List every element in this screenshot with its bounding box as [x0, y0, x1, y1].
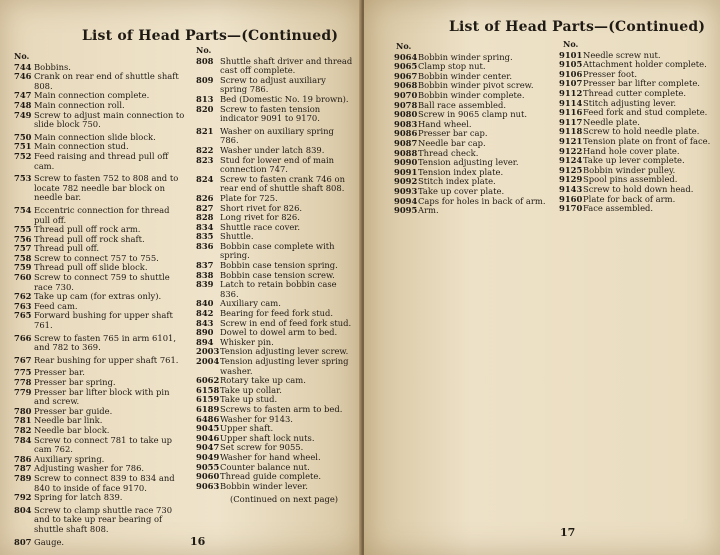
part-number: 6159 [196, 394, 220, 405]
part-description: Bobbin winder complete. [418, 89, 525, 100]
part-number: 9160 [559, 193, 583, 204]
part-number: 890 [196, 327, 214, 338]
part-description: Screw to connect 781 to take up cam 762. [34, 434, 173, 455]
part-number: 749 [14, 109, 32, 120]
part-number: 6189 [196, 403, 220, 414]
part-description: Take up cam (for extras only). [34, 291, 162, 302]
part-number: 765 [14, 310, 32, 321]
part-description: Take up stud. [220, 394, 278, 405]
part-number: 763 [14, 300, 32, 311]
part-entry [196, 57, 354, 76]
part-number: 781 [14, 415, 32, 426]
column-header-no: No. [563, 39, 579, 49]
part-description: Thread cutter complete. [583, 87, 687, 98]
part-entry [14, 474, 186, 493]
part-description: Presser bar guide. [34, 405, 113, 416]
part-description: Screw to connect 759 to shuttle race 730. [34, 272, 170, 292]
part-number: 746 [14, 71, 32, 82]
part-description: Upper shaft lock nuts. [220, 432, 315, 443]
part-description: Rear bushing for upper shaft 761. [34, 354, 179, 365]
part-number: 758 [14, 252, 32, 263]
part-number: 9105 [559, 59, 583, 70]
part-entry [14, 111, 186, 130]
part-description: Feed raising and thread pull off cam. [34, 150, 169, 171]
part-entry [196, 156, 354, 175]
part-number: 9049 [196, 451, 220, 462]
part-entry [14, 334, 186, 353]
part-description: Screws to fasten arm to bed. [220, 403, 343, 414]
part-number: 9086 [394, 128, 418, 139]
part-entry [196, 242, 354, 261]
part-description: Bobbin winder lever. [220, 480, 308, 491]
parts-column-left-2 [196, 46, 354, 505]
part-number: 766 [14, 332, 32, 343]
part-number: 753 [14, 173, 32, 184]
part-number: 9045 [196, 423, 220, 434]
part-number: 9143 [559, 183, 583, 194]
part-number: 9124 [559, 155, 583, 166]
part-number: 838 [196, 269, 214, 280]
part-number: 757 [14, 243, 32, 254]
part-description: Washer for 9143. [220, 413, 293, 424]
page-number: 17 [560, 526, 576, 539]
part-description: Screw to fasten 765 in arm 6101, and 782 to 369. [34, 332, 177, 353]
part-description: Gauge. [34, 536, 65, 547]
part-description: Ball race assembled. [418, 99, 506, 110]
part-description: Screw to adjust auxiliary spring 786. [220, 74, 326, 95]
part-description: Bobbin winder spring. [418, 51, 513, 62]
part-number: 780 [14, 405, 32, 416]
part-description: Thread pull off rock arm. [34, 224, 141, 235]
part-description: Short rivet for 826. [220, 202, 303, 213]
part-description: Screw in 9065 clamp nut. [418, 109, 528, 120]
part-entry [196, 357, 354, 376]
part-description: Whisker pin. [220, 336, 274, 347]
part-number: 752 [14, 150, 32, 161]
part-description: Screw in end of feed fork stud. [220, 317, 352, 328]
part-description: Tension adjusting lever spring washer. [220, 356, 349, 376]
part-number: 9091 [394, 166, 418, 177]
part-description: Shuttle. [220, 231, 254, 242]
part-description: Screw to connect 757 to 755. [34, 252, 159, 263]
part-description: Plate for 725. [220, 192, 278, 203]
column-header-no: No. [396, 41, 412, 51]
part-number: 775 [14, 367, 32, 378]
part-description: Screw to hold needle plate. [583, 126, 700, 137]
part-description: Crank on rear end of shuttle shaft 808. [34, 71, 179, 91]
part-number: 9063 [196, 480, 220, 491]
part-number: 9093 [394, 185, 418, 196]
part-number: 9080 [394, 109, 418, 120]
part-entry [196, 105, 354, 124]
part-description: Dowel to dowel arm to bed. [220, 327, 338, 338]
part-number: 756 [14, 233, 32, 244]
part-entry [14, 506, 186, 535]
part-number: 9090 [394, 157, 418, 168]
part-number: 822 [196, 144, 214, 155]
part-entry [14, 436, 186, 455]
part-description: Forward bushing for upper shaft 761. [34, 310, 173, 331]
part-number: 9067 [394, 70, 418, 81]
part-number: 9083 [394, 118, 418, 129]
part-description: Screw to fasten crank 746 on rear end of shuttle shaft 808. [220, 173, 345, 194]
part-number: 755 [14, 224, 32, 235]
part-description: Washer on auxiliary spring 786. [220, 125, 334, 146]
part-number: 9122 [559, 145, 583, 156]
part-description: Spool pins assembled. [583, 174, 678, 185]
part-description: Stud for lower end of main connection 747. [220, 154, 335, 175]
part-description: Bobbin winder pulley. [583, 164, 676, 175]
part-number: 784 [14, 434, 32, 445]
part-description: Bobbin case tension spring. [220, 260, 338, 271]
part-number: 787 [14, 463, 32, 474]
part-description: Bearing for feed fork stud. [220, 308, 334, 319]
part-description: Bobbins. [34, 61, 71, 72]
part-number: 9114 [559, 97, 583, 108]
part-description: Main connection complete. [34, 90, 150, 101]
part-number: 9078 [394, 99, 418, 110]
part-description: Feed cam. [34, 300, 78, 311]
part-number: 9121 [559, 135, 583, 146]
part-description: Auxiliary cam. [220, 298, 281, 309]
part-description: Attachment holder complete. [583, 59, 707, 70]
part-entry [14, 152, 186, 171]
part-number: 9116 [559, 107, 583, 118]
part-number: 9106 [559, 68, 583, 79]
part-number: 826 [196, 192, 214, 203]
part-number: 748 [14, 99, 32, 110]
part-number: 786 [14, 453, 32, 464]
part-description: Rotary take up cam. [220, 375, 306, 386]
part-number: 807 [14, 536, 32, 547]
part-number: 744 [14, 61, 32, 72]
part-number: 827 [196, 202, 214, 213]
part-description: Presser bar. [34, 367, 85, 378]
part-number: 9070 [394, 89, 418, 100]
part-number: 6158 [196, 384, 220, 395]
part-entry [196, 482, 354, 492]
part-number: 813 [196, 93, 214, 104]
part-number: 9094 [394, 195, 418, 206]
part-number: 804 [14, 504, 32, 515]
part-entry [14, 206, 186, 225]
part-number: 9055 [196, 461, 220, 472]
part-number: 778 [14, 377, 32, 387]
part-description: Face assembled. [583, 203, 654, 214]
part-description: Caps for holes in back of arm. [418, 195, 546, 206]
part-number: 747 [14, 90, 32, 101]
part-description: Shuttle shaft driver and thread cast off complete. [220, 55, 353, 76]
part-number: 754 [14, 204, 32, 215]
part-description: Thread pull off. [34, 243, 100, 254]
part-description: Screw to adjust main connection to slide block 750. [34, 109, 185, 130]
part-description: Upper shaft. [220, 423, 274, 434]
part-entry [559, 204, 719, 214]
part-number: 779 [14, 386, 32, 397]
part-number: 808 [196, 55, 214, 66]
right-page [364, 0, 720, 555]
part-number: 9095 [394, 205, 418, 216]
page-number: 16 [190, 535, 206, 548]
part-number: 789 [14, 472, 32, 483]
part-number: 2003 [196, 346, 220, 357]
part-number: 751 [14, 141, 32, 152]
part-description: Screw to fasten 752 to 808 and to locate 782 needle bar block on needle bar. [34, 173, 179, 203]
part-description: Presser bar lifter complete. [583, 78, 700, 89]
part-description: Counter balance nut. [220, 461, 310, 472]
part-description: Main connection roll. [34, 99, 125, 110]
part-number: 767 [14, 354, 32, 365]
part-description: Tension plate on front of face. [583, 135, 711, 146]
part-description: Latch to retain bobbin case 836. [220, 279, 337, 299]
part-description: Take up lever complete. [583, 155, 685, 166]
part-number: 9170 [559, 203, 583, 214]
part-entry [196, 280, 354, 299]
part-description: Presser bar lifter block with pin and screw. [34, 386, 170, 407]
part-description: Presser bar spring. [34, 377, 116, 387]
part-number: 839 [196, 279, 214, 290]
part-number: 820 [196, 103, 214, 114]
part-description: Clamp stop nut. [418, 61, 486, 72]
part-description: Bobbin case complete with spring. [220, 240, 335, 261]
part-entry [196, 127, 354, 146]
part-description: Bobbin winder pivot screw. [418, 80, 534, 91]
part-entry [14, 311, 186, 330]
part-description: Take up cover plate. [418, 185, 505, 196]
part-description: Long rivet for 826. [220, 212, 300, 223]
part-description: Main connection stud. [34, 141, 129, 152]
part-description: Presser bar cap. [418, 128, 488, 139]
part-entry [394, 206, 554, 216]
part-number: 9065 [394, 61, 418, 72]
part-number: 9129 [559, 174, 583, 185]
part-description: Thread pull off rock shaft. [34, 233, 145, 244]
part-number: 9047 [196, 442, 220, 453]
part-number: 9117 [559, 116, 583, 127]
part-description: Tension adjusting lever screw. [220, 346, 349, 357]
part-entry [14, 388, 186, 407]
part-description: Main connection slide block. [34, 131, 156, 142]
part-number: 9118 [559, 126, 583, 137]
part-number: 837 [196, 260, 214, 271]
part-description: Shuttle race cover. [220, 221, 301, 232]
part-description: Screw to clamp shuttle race 730 and to take up rear bearing of shuttle shaft 808. [34, 504, 173, 534]
part-number: 894 [196, 336, 214, 347]
part-number: 9046 [196, 432, 220, 443]
part-number: 824 [196, 173, 214, 184]
part-number: 2004 [196, 356, 220, 366]
part-entry [14, 538, 186, 548]
part-number: 9068 [394, 80, 418, 91]
part-number: 9088 [394, 147, 418, 158]
part-number: 836 [196, 240, 214, 251]
part-description: Tension adjusting lever. [418, 157, 519, 168]
part-number: 750 [14, 131, 32, 142]
page-title: List of Head Parts—(Continued) [82, 28, 339, 44]
part-description: Stitch index plate. [418, 176, 496, 187]
part-description: Spring for latch 839. [34, 492, 123, 503]
part-entry [196, 76, 354, 95]
part-description: Presser foot. [583, 68, 638, 79]
column-header-no: No. [196, 45, 212, 55]
part-number: 821 [196, 125, 214, 136]
part-description: Arm. [418, 205, 439, 216]
part-description: Thread pull off slide block. [34, 262, 148, 273]
part-description: Screw to hold down head. [583, 183, 694, 194]
part-description: Screw to fasten tension indicator 9091 to 9170. [220, 103, 321, 124]
part-number: 9060 [196, 471, 220, 482]
part-entry [196, 175, 354, 194]
part-number: 9087 [394, 137, 418, 148]
part-number: 835 [196, 231, 214, 242]
parts-column-right-1 [394, 42, 554, 216]
part-description: Plate for back of arm. [583, 193, 676, 204]
part-number: 834 [196, 221, 214, 232]
part-number: 842 [196, 308, 214, 319]
part-description: Bed (Domestic No. 19 brown). [220, 93, 349, 104]
part-entry [14, 72, 186, 91]
part-number: 9125 [559, 164, 583, 175]
part-description: Bobbin case tension screw. [220, 269, 335, 280]
part-number: 828 [196, 212, 214, 223]
part-entry [14, 356, 186, 366]
part-description: Screw to connect 839 to 834 and 840 to inside of face 9170. [34, 472, 175, 493]
part-number: 792 [14, 492, 32, 503]
part-description: Needle bar cap. [418, 137, 486, 148]
part-number: 9112 [559, 87, 583, 98]
part-description: Take up collar. [220, 384, 282, 395]
part-description: Needle bar link. [34, 415, 103, 426]
part-number: 809 [196, 74, 214, 85]
part-description: Eccentric connection for thread pull off. [34, 204, 170, 225]
part-number: 9101 [559, 49, 583, 60]
part-number: 762 [14, 291, 32, 302]
part-number: 9092 [394, 176, 418, 187]
parts-column-left-1 [14, 52, 186, 547]
part-description: Needle bar block. [34, 424, 110, 435]
parts-column-right-2 [559, 40, 719, 214]
part-entry [14, 174, 186, 203]
part-number: 840 [196, 298, 214, 309]
part-number: 782 [14, 424, 32, 435]
part-description: Auxiliary spring. [34, 453, 105, 464]
part-description: Tension index plate. [418, 166, 504, 177]
part-description: Washer for hand wheel. [220, 451, 321, 462]
part-number: 6062 [196, 375, 220, 386]
part-description: Washer under latch 839. [220, 144, 325, 155]
part-entry [14, 493, 186, 503]
part-number: 9107 [559, 78, 583, 89]
part-description: Adjusting washer for 786. [34, 463, 145, 474]
part-description: Set screw for 9055. [220, 442, 304, 453]
part-number: 9064 [394, 51, 418, 62]
part-description: Hand wheel. [418, 118, 472, 129]
part-description: Hand hole cover plate. [583, 145, 680, 156]
part-description: Thread guide complete. [220, 471, 322, 482]
part-description: Bobbin winder center. [418, 70, 512, 81]
part-number: 843 [196, 317, 214, 328]
part-description: Needle screw nut. [583, 49, 661, 60]
part-entry [14, 273, 186, 292]
part-description: Thread check. [418, 147, 479, 158]
part-number: 760 [14, 272, 32, 283]
part-description: Needle plate. [583, 116, 640, 127]
part-number: 6486 [196, 413, 220, 424]
part-number: 759 [14, 262, 32, 273]
page-title: List of Head Parts—(Continued) [449, 19, 706, 35]
part-number: 823 [196, 154, 214, 165]
continued-note: (Continued on next page) [230, 494, 339, 505]
part-description: Stitch adjusting lever. [583, 97, 677, 108]
part-description: Feed fork and stud complete. [583, 107, 708, 118]
column-header-no: No. [14, 51, 30, 61]
